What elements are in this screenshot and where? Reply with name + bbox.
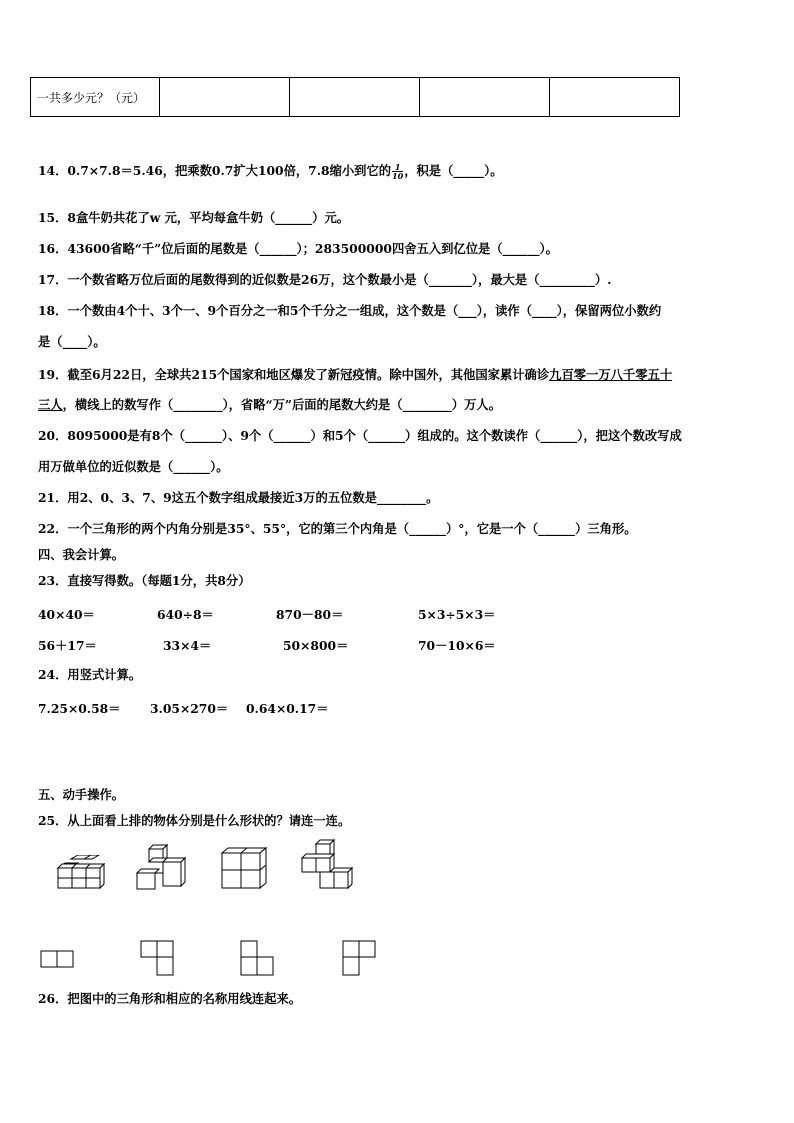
question-20-line-2: 用万做单位的近似数是（______）。 (38, 459, 229, 474)
fraction-denominator: 10 (392, 171, 404, 181)
cube-figure-3 (220, 846, 268, 890)
question-23: 23．直接写得数。（每题1分，共8分） (38, 573, 251, 588)
table-row-label: 一共多少元？（元） (31, 78, 160, 117)
section-4-title: 四、我会计算。 (38, 547, 125, 562)
top-view-figure-4 (342, 940, 378, 978)
calc-item: 0.64×0.17＝ (246, 701, 329, 716)
cube-figure-2 (135, 843, 187, 893)
calc-item: 870－80＝ (276, 607, 344, 622)
question-16: 16．43600省略“千”位后面的尾数是（______）；283500000四舍五入到亿位是（______）。 (38, 241, 558, 256)
question-19-underlined-number: 九百零一万八千零五十 (549, 367, 673, 382)
question-22: 22．一个三角形的两个内角分别是35°、55°，它的第三个内角是（______）°，它是一个（______）三角形。 (38, 521, 637, 536)
calc-item: 33×4＝ (163, 638, 212, 653)
table-cell[interactable] (550, 78, 680, 117)
calc-item: 56＋17＝ (38, 638, 97, 653)
question-19-line-1 (38, 367, 672, 383)
cube-figure-1 (55, 855, 105, 891)
top-view-figure-1 (40, 950, 76, 970)
question-15: 15．8盒牛奶共花了w 元，平均每盒牛奶（______）元。 (38, 210, 350, 225)
top-view-figure-3 (240, 940, 276, 978)
question-24: 24．用竖式计算。 (38, 667, 142, 682)
fraction-numerator: 1 (392, 163, 403, 172)
table-cell[interactable] (160, 78, 290, 117)
question-14-text-b: ，积是（_____）。 (404, 163, 503, 178)
fraction-one-tenth (392, 163, 403, 180)
question-20-line-1: 20．8095000是有8个（______）、9个（______）和5个（______）组成的。这个数读作（______），把这个数改写成 (38, 428, 682, 443)
calc-item: 5×3÷5×3＝ (418, 607, 496, 622)
table-cell[interactable] (420, 78, 550, 117)
price-table (30, 77, 680, 117)
question-18-line-2: 是（____）。 (38, 334, 106, 349)
question-18-line-1: 18．一个数由4个十、3个一、9个百分之一和5个千分之一组成，这个数是（___），读作（____），保留两位小数约 (38, 303, 662, 318)
question-26: 26．把图中的三角形和相应的名称用线连起来。 (38, 991, 302, 1006)
calc-item: 40×40＝ (38, 607, 95, 622)
question-25: 25．从上面看上排的物体分别是什么形状的？请连一连。 (38, 813, 351, 828)
section-5-title: 五、动手操作。 (38, 787, 125, 802)
question-14-text-a: 14．0.7×7.8＝5.46，把乘数0.7扩大100倍，7.8缩小到它的 (38, 163, 392, 178)
question-17: 17．一个数省略万位后面的尾数得到的近似数是26万，这个数最小是（_______），最大是（_________）. (38, 272, 612, 287)
question-19-underlined-end: 三人 (38, 397, 63, 412)
calc-item: 50×800＝ (283, 638, 349, 653)
calc-item: 3.05×270＝ (150, 701, 229, 716)
cube-figure-4 (298, 838, 354, 892)
table-cell[interactable] (290, 78, 420, 117)
question-19-text-a: 19．截至6月22日，全球共215个国家和地区爆发了新冠疫情。除中国外，其他国家累计确诊 (38, 367, 550, 382)
table-row (31, 78, 680, 117)
question-14 (38, 163, 503, 180)
question-19-text-b: ，横线上的数写作（________），省略“万”后面的尾数大约是（________）万人。 (62, 397, 501, 412)
calc-item: 640÷8＝ (157, 607, 214, 622)
question-19-line-2 (38, 397, 501, 413)
calc-item: 70－10×6＝ (418, 638, 496, 653)
question-21: 21．用2、0、3、7、9这五个数字组成最接近3万的五位数是________。 (38, 490, 439, 505)
calc-item: 7.25×0.58＝ (38, 701, 121, 716)
top-view-figure-2 (140, 940, 176, 978)
